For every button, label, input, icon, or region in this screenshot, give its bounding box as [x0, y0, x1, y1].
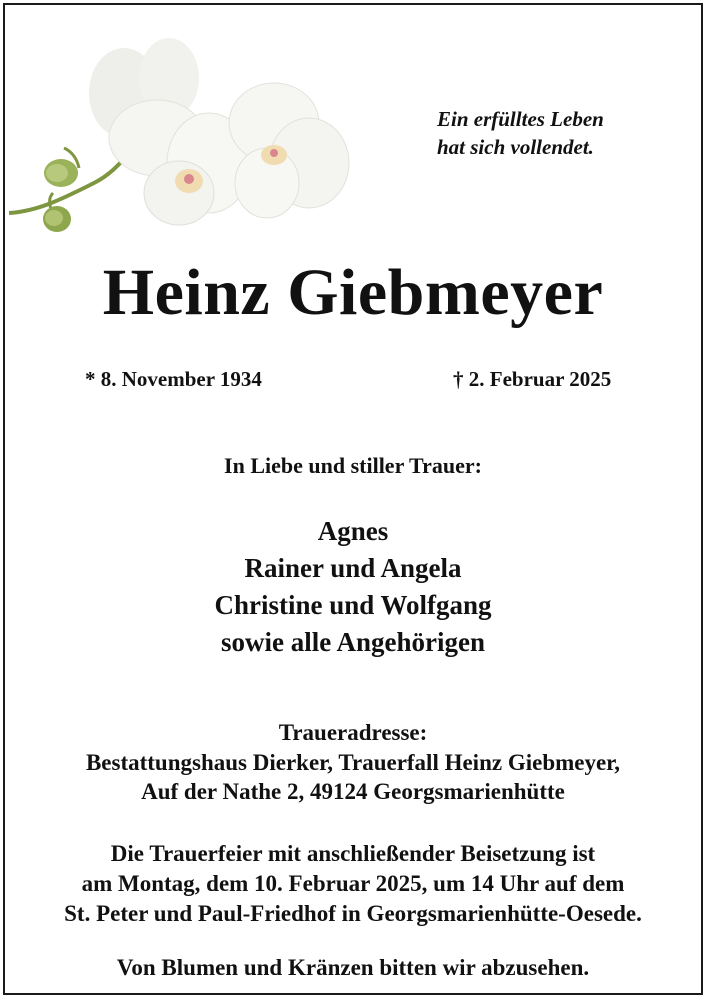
birth-date: * 8. November 1934 [85, 367, 262, 391]
motto-line: hat sich vollendet. [437, 135, 594, 159]
mourner: Christine und Wolfgang [214, 590, 492, 620]
motto-line: Ein erfülltes Leben [437, 107, 604, 131]
address-line: Auf der Nathe 2, 49124 Georgsmarienhütte [141, 779, 565, 804]
orchid-flower-icon [9, 33, 359, 243]
address-line: Bestattungshaus Dierker, Trauerfall Heinz Giebmeyer, [85, 749, 621, 775]
obituary-frame [3, 3, 703, 995]
ceremony-line: am Montag, dem 10. Februar 2025, um 14 Uhr auf dem [81, 871, 625, 896]
death-date: † 2. Februar 2025 [453, 367, 612, 391]
mourning-intro: In Liebe und stiller Trauer: [224, 453, 482, 478]
mourners-list [5, 513, 701, 661]
closing-request: Von Blumen und Kränzen bitten wir abzusehen. [116, 955, 590, 980]
mourner: Agnes [317, 516, 389, 546]
mourner: sowie alle Angehörigen [221, 627, 485, 657]
deceased-name: Heinz Giebmeyer [102, 256, 604, 329]
motto [437, 105, 604, 161]
mourning-address [5, 718, 701, 807]
ceremony-line: St. Peter und Paul-Friedhof in Georgsmarienhütte-Oesede. [64, 901, 642, 926]
mourner: Rainer und Angela [244, 553, 462, 583]
ceremony-notice [5, 839, 701, 929]
ceremony-line: Die Trauerfeier mit anschließender Beisetzung ist [110, 841, 596, 866]
address-heading: Traueradresse: [278, 720, 428, 745]
